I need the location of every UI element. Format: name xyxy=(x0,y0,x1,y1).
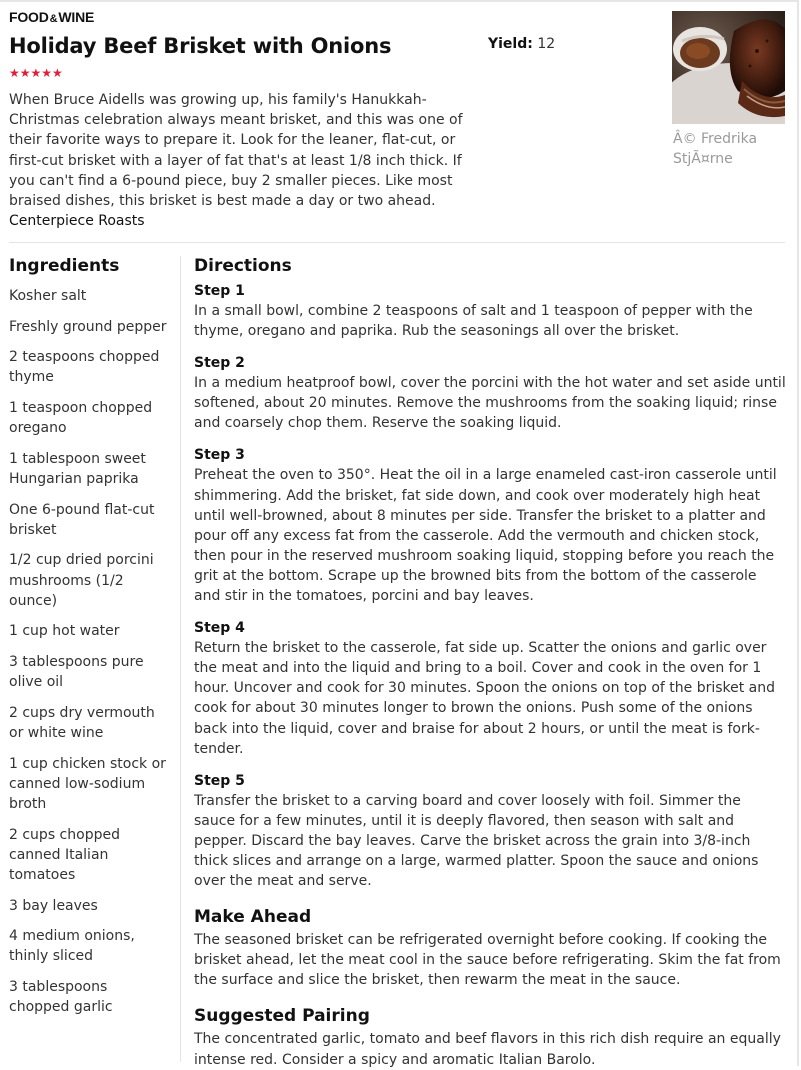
column-divider xyxy=(180,256,181,1062)
step-text: In a small bowl, combine 2 teaspoons of salt and 1 teaspoon of pepper with the thyme, oregano and paprika. Rub the seasonings all over the brisket. xyxy=(194,303,753,340)
ingredient-item: 1 cup chicken stock or canned low-sodium broth xyxy=(9,755,166,812)
logo-text-food: FOOD xyxy=(9,9,49,25)
food-and-wine-logo[interactable] xyxy=(9,9,94,25)
ingredient-item: 1 teaspoon chopped oregano xyxy=(9,399,153,437)
step-label: Step 3 xyxy=(194,447,245,464)
direction-step xyxy=(194,353,786,433)
direction-step xyxy=(194,281,786,341)
recipe-intro xyxy=(9,90,471,231)
ingredient-item: 2 cups chopped canned Italian tomatoes xyxy=(9,826,120,883)
rating-stars: ★★★★★ xyxy=(9,66,63,80)
step-label: Step 1 xyxy=(194,283,245,299)
step-text: In a medium heatproof bowl, cover the porcini with the hot water and set aside until softened, about 20 minutes. Remove the mushrooms from the soaking liquid; rinse and coarsely chop them. Reserve the soaking liquid. xyxy=(194,375,786,432)
recipe-photo xyxy=(672,11,785,124)
direction-step xyxy=(194,445,786,606)
direction-step xyxy=(194,618,786,759)
ingredients-list xyxy=(9,286,171,1028)
step-text: Preheat the oven to 350°. Heat the oil in a large enameled cast-iron casserole until shimmering. Add the brisket, fat side down, and cook over moderately high heat until well-browned, about 8 minutes per side. Transfer the brisket to a platter and pour off any excess fat from the casserole. Add the vermouth and chicken stock, then pour in the reserved mushroom soaking liquid, stopping before you reach the grit at the bottom. Scrape up the browned bits from the bottom of the casserole and stir in the tomatoes, porcini and bay leaves. xyxy=(194,467,777,605)
ingredient-item: Freshly ground pepper xyxy=(9,318,167,335)
step-label: Step 4 xyxy=(194,620,245,637)
ingredient-item: 1 tablespoon sweet Hungarian paprika xyxy=(9,450,146,487)
make-ahead-section xyxy=(194,907,786,990)
category-link[interactable]: Centerpiece Roasts xyxy=(9,213,145,230)
make-ahead-text: The seasoned brisket can be refrigerated overnight before cooking. If cooking the brisket ahead, let the meat cool in the sauce before refrigerating. Skim the fat from the surface and slice the brisket, then rewarm the meat in the sauce. xyxy=(194,932,781,989)
yield-label: Yield: xyxy=(488,36,533,52)
pairing-heading: Suggested Pairing xyxy=(194,1006,370,1027)
directions-section xyxy=(194,256,786,1070)
pairing-section xyxy=(194,1006,786,1069)
ingredient-item: One 6-pound flat-cut brisket xyxy=(9,501,155,538)
yield-value: 12 xyxy=(537,36,556,52)
ingredient-item: Kosher salt xyxy=(9,288,87,304)
brisket-photo-illustration xyxy=(672,11,785,124)
intro-text: When Bruce Aidells was growing up, his family's Hanukkah-Christmas celebration always meant brisket, and this was one of their favorite ways to prepare it. Look for the leaner, flat-cut, or first-cut brisket with a layer of fat that's at least 1/8 inch thick. If you can't find a 6-pound piece, buy 2 smaller pieces. Like most braised dishes, this brisket is best made a day or two ahead. xyxy=(9,92,463,210)
photo-credit: Â© Fredrika StjÃ¤rne xyxy=(673,131,758,167)
ingredients-heading: Ingredients xyxy=(9,256,120,276)
step-label: Step 5 xyxy=(194,772,245,789)
direction-step xyxy=(194,771,786,891)
step-label: Step 2 xyxy=(194,355,245,372)
directions-heading: Directions xyxy=(194,256,292,276)
ingredient-item: 1/2 cup dried porcini mushrooms (1/2 ounce) xyxy=(9,552,154,609)
step-text: Return the brisket to the casserole, fat side up. Scatter the onions and garlic over the meat and into the liquid and bring to a boil. Cover and cook in the oven for 1 hour. Uncover and cook for 30 minutes. Spoon the onions on top of the brisket and cook for about 30 minutes longer to brown the onions. Push some of the onions back into the liquid, cover and braise for about 2 hours, or until the meat is fork-tender. xyxy=(194,640,776,757)
ingredient-item: 2 teaspoons chopped thyme xyxy=(9,349,160,386)
ingredient-item: 3 bay leaves xyxy=(9,897,98,914)
step-text: Transfer the brisket to a carving board and cover loosely with foil. Simmer the sauce for a few minutes, until it is deeply flavored, then season with salt and pepper. Discard the bay leaves. Carve the brisket across the grain into 3/8-inch thick slices and arrange on a large, warmed platter. Spoon the sauce and onions over the meat and serve. xyxy=(194,792,759,890)
ingredient-item: 3 tablespoons pure olive oil xyxy=(9,653,144,691)
recipe-title: Holiday Beef Brisket with Onions xyxy=(9,34,392,58)
ingredient-item: 1 cup hot water xyxy=(9,623,120,640)
pairing-text: The concentrated garlic, tomato and beef flavors in this rich dish require an equally intense red. Consider a spicy and aromatic Italian Barolo. xyxy=(194,1031,781,1068)
make-ahead-heading: Make Ahead xyxy=(194,907,312,928)
ingredient-item: 4 medium onions, thinly sliced xyxy=(9,928,135,965)
logo-ampersand: & xyxy=(49,13,58,25)
ingredient-item: 2 cups dry vermouth or white wine xyxy=(9,704,155,741)
header-divider xyxy=(9,242,785,243)
yield xyxy=(488,36,555,52)
ingredient-item: 3 tablespoons chopped garlic xyxy=(9,978,113,1016)
logo-text-wine: WINE xyxy=(58,9,95,25)
